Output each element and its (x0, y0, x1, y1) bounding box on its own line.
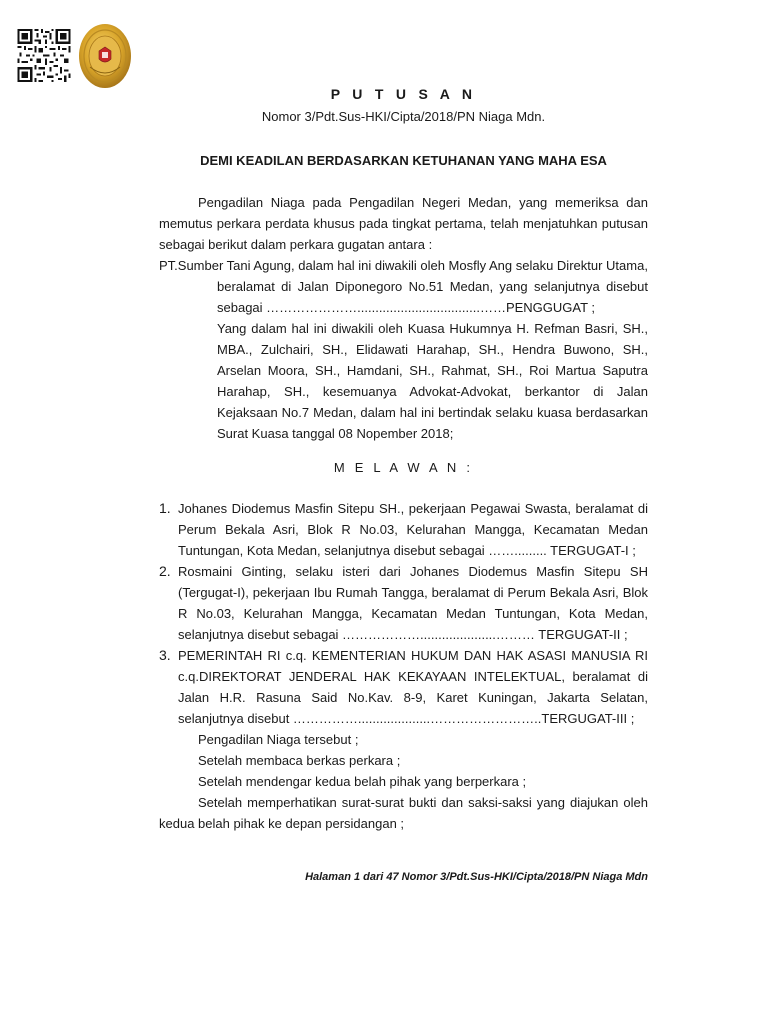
list-item (159, 498, 648, 561)
defendant-text: PEMERINTAH RI c.q. KEMENTERIAN HUKUM DAN HAK ASASI MANUSIA RI c.q.DIREKTORAT JENDERAL HAK KEKAYAAN INTELEKTUAL, beralamat di Jalan H.R. Rasuna Said No.Kav. 8-9, Karet Kuningan, Jakarta Selatan, selanjutnya disebut ……………....................……………………..TERGUGAT-III ; (178, 648, 648, 726)
defendant-text: Rosmaini Ginting, selaku isteri dari Johanes Diodemus Masfin Sitepu SH (Tergugat-I), pekerjaan Ibu Rumah Tangga, beralamat di Perum Bekala Asri, Blok R No.03, Kelurahan Mangga, Kecamatan Medan Tuntungan, Kota Medan, selanjutnya disebut sebagai ……………….....................……… TERGUGAT-II ; (178, 564, 648, 642)
document-body (159, 82, 648, 834)
list-number: 3. (159, 647, 171, 663)
page-footer: Halaman 1 dari 47 Nomor 3/Pdt.Sus-HKI/Cipta/2018/PN Niaga Mdn (305, 871, 648, 883)
opening-paragraph: Pengadilan Niaga pada Pengadilan Negeri Medan, yang memeriksa dan memutus perkara perdata khusus pada tingkat pertama, telah menjatuhkan putusan sebagai berikut dalam perkara gugatan antara : (159, 195, 648, 252)
mahkamah-agung-seal-icon (78, 23, 132, 89)
melawan-heading: M E L A W A N : (333, 460, 474, 475)
defendant-text: Johanes Diodemus Masfin Sitepu SH., pekerjaan Pegawai Swasta, beralamat di Perum Bekala Asri, Blok R No.03, Kelurahan Mangga, Kecamatan Medan Tuntungan, Kota Medan, selanjutnya disebut sebagai ……......... TERGUGAT-I ; (178, 501, 648, 558)
statement-line: Setelah membaca berkas perkara ; (198, 753, 401, 768)
statement-line: Setelah mendengar kedua belah pihak yang berperkara ; (198, 774, 527, 789)
document-title: P U T U S A N (330, 86, 477, 102)
case-number: Nomor 3/Pdt.Sus-HKI/Cipta/2018/PN Niaga Mdn. (261, 109, 546, 124)
statement-line: Pengadilan Niaga tersebut ; (198, 732, 359, 747)
plaintiff-address: beralamat di Jalan Diponegoro No.51 Medan, yang selanjutnya disebut sebagai …………………..................................……PENGGUGAT ; (217, 279, 648, 315)
list-item (159, 561, 648, 645)
qr-code-icon (16, 29, 72, 82)
irah-irah-heading: DEMI KEADILAN BERDASARKAN KETUHANAN YANG MAHA ESA (200, 153, 607, 168)
defendant-list (159, 498, 648, 729)
plaintiff-name-line: PT.Sumber Tani Agung, dalam hal ini diwakili oleh Mosfly Ang selaku Direktur Utama, (159, 258, 648, 273)
list-number: 1. (159, 500, 171, 516)
final-paragraph: Setelah memperhatikan surat-surat bukti dan saksi-saksi yang diajukan oleh kedua belah pihak ke depan persidangan ; (159, 795, 648, 831)
list-item (159, 645, 648, 729)
list-number: 2. (159, 563, 171, 579)
plaintiff-counsel: Yang dalam hal ini diwakili oleh Kuasa Hukumnya H. Refman Basri, SH., MBA., Zulchairi, SH., Elidawati Harahap, SH., Hendra Buwono, SH., Arselan Moora, SH., Hamdani, SH., Rahmat, SH., Roi Martua Saputra Harahap, SH., kesemuanya Advokat-Advokat, berkantor di Jalan Kejaksaan No.7 Medan, dalam hal ini bertindak selaku kuasa berdasarkan Surat Kuasa tanggal 08 Nopember 2018; (217, 321, 648, 441)
